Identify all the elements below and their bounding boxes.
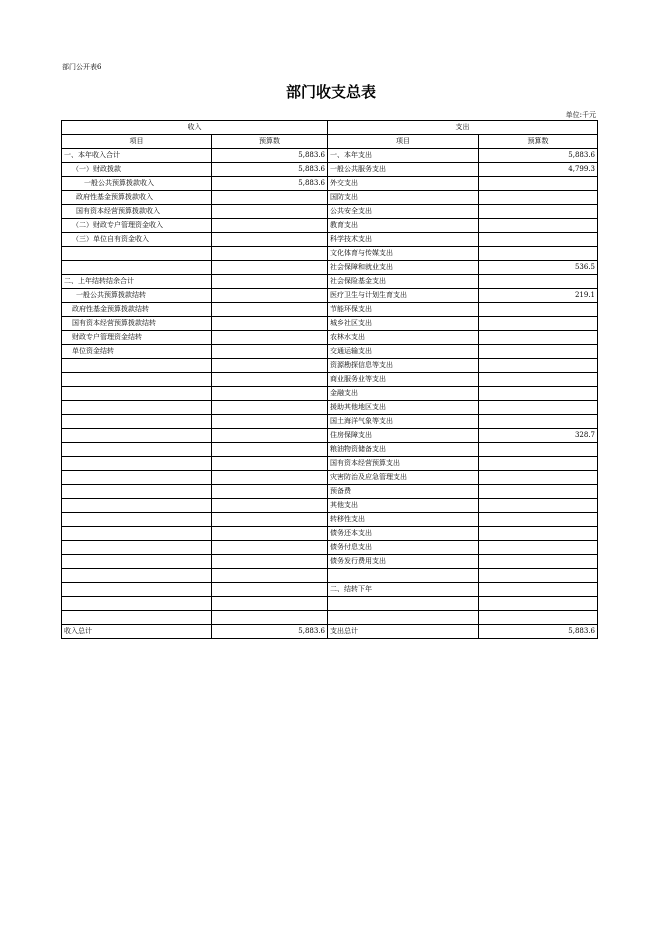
expense-budget-header: 预算数 [479, 135, 598, 149]
income-item-cell: 财政专户管理资金结转 [62, 331, 212, 345]
expense-item-cell: 援助其他地区支出 [328, 401, 479, 415]
income-item-header: 项目 [62, 135, 212, 149]
table-row [62, 191, 598, 205]
expense-value-cell [479, 191, 598, 205]
expense-item-cell [328, 611, 479, 625]
table-row [62, 163, 598, 177]
expense-item-cell: 节能环保支出 [328, 303, 479, 317]
table-row [62, 317, 598, 331]
income-item-cell [62, 611, 212, 625]
income-item-cell: 一、本年收入合计 [62, 149, 212, 163]
income-item-cell: （二）财政专户管理资金收入 [62, 219, 212, 233]
income-value-cell [212, 247, 328, 261]
expense-item-cell: 农林水支出 [328, 331, 479, 345]
expense-value-cell [479, 555, 598, 569]
expense-item-cell: 债务还本支出 [328, 527, 479, 541]
income-value-cell [212, 359, 328, 373]
expense-value-cell: 4,799.3 [479, 163, 598, 177]
table-row [62, 219, 598, 233]
table-row [62, 443, 598, 457]
expense-item-cell: 金融支出 [328, 387, 479, 401]
expense-item-cell: 医疗卫生与计划生育支出 [328, 289, 479, 303]
income-item-cell [62, 527, 212, 541]
expense-value-cell [479, 387, 598, 401]
header-row-sections [62, 121, 598, 135]
expense-total-label: 支出总计 [328, 625, 479, 639]
table-row [62, 429, 598, 443]
totals-row [62, 625, 598, 639]
table-row [62, 233, 598, 247]
income-value-cell [212, 191, 328, 205]
income-item-cell [62, 373, 212, 387]
table-row [62, 555, 598, 569]
expense-total-value: 5,883.6 [479, 625, 598, 639]
income-value-cell: 5,883.6 [212, 149, 328, 163]
expense-value-cell [479, 527, 598, 541]
table-row [62, 401, 598, 415]
expense-value-cell: 536.5 [479, 261, 598, 275]
table-row [62, 457, 598, 471]
expense-item-cell: 社会保险基金支出 [328, 275, 479, 289]
income-value-cell [212, 513, 328, 527]
income-value-cell [212, 569, 328, 583]
expense-value-cell [479, 415, 598, 429]
income-value-cell [212, 303, 328, 317]
expense-item-cell: 住房保障支出 [328, 429, 479, 443]
income-item-cell [62, 387, 212, 401]
table-row [62, 569, 598, 583]
expense-value-cell [479, 471, 598, 485]
table-row [62, 513, 598, 527]
income-total-value: 5,883.6 [212, 625, 328, 639]
unit-label: 单位:千元 [565, 111, 596, 119]
income-value-cell [212, 485, 328, 499]
table-row [62, 359, 598, 373]
doc-label: 部门公开表6 [62, 63, 102, 71]
expense-item-cell: 文化体育与传媒支出 [328, 247, 479, 261]
expense-value-cell: 219.1 [479, 289, 598, 303]
income-value-cell [212, 471, 328, 485]
expense-item-cell: 一般公共服务支出 [328, 163, 479, 177]
table-row [62, 261, 598, 275]
table-row [62, 541, 598, 555]
expense-value-cell: 328.7 [479, 429, 598, 443]
income-value-cell [212, 331, 328, 345]
income-value-cell [212, 541, 328, 555]
expense-value-cell [479, 205, 598, 219]
expense-item-cell: 国有资本经营预算支出 [328, 457, 479, 471]
income-value-cell [212, 583, 328, 597]
expense-item-cell: 二、结转下年 [328, 583, 479, 597]
income-value-cell [212, 429, 328, 443]
income-value-cell [212, 611, 328, 625]
expense-value-cell [479, 499, 598, 513]
expense-section-header: 支出 [328, 121, 598, 135]
table-row [62, 583, 598, 597]
expense-value-cell [479, 611, 598, 625]
expense-value-cell [479, 457, 598, 471]
expense-item-cell: 社会保障和就业支出 [328, 261, 479, 275]
expense-item-header: 项目 [328, 135, 479, 149]
income-item-cell [62, 261, 212, 275]
income-item-cell [62, 359, 212, 373]
expense-value-cell [479, 583, 598, 597]
income-value-cell [212, 443, 328, 457]
income-value-cell [212, 597, 328, 611]
income-item-cell [62, 541, 212, 555]
expense-value-cell: 5,883.6 [479, 149, 598, 163]
expense-item-cell: 科学技术支出 [328, 233, 479, 247]
income-value-cell [212, 205, 328, 219]
income-value-cell: 5,883.6 [212, 163, 328, 177]
expense-item-cell [328, 597, 479, 611]
expense-item-cell: 交通运输支出 [328, 345, 479, 359]
expense-item-cell: 教育支出 [328, 219, 479, 233]
expense-value-cell [479, 345, 598, 359]
income-item-cell: （一）财政拨款 [62, 163, 212, 177]
table-row [62, 485, 598, 499]
expense-value-cell [479, 541, 598, 555]
table-row [62, 177, 598, 191]
table-row [62, 597, 598, 611]
expense-item-cell: 公共安全支出 [328, 205, 479, 219]
income-item-cell: 政府性基金预算拨款收入 [62, 191, 212, 205]
expense-value-cell [479, 401, 598, 415]
expense-value-cell [479, 317, 598, 331]
income-item-cell [62, 471, 212, 485]
income-item-cell [62, 499, 212, 513]
page-title: 部门收支总表 [285, 83, 376, 101]
income-item-cell: 政府性基金预算拨款结转 [62, 303, 212, 317]
expense-value-cell [479, 275, 598, 289]
income-budget-header: 预算数 [212, 135, 328, 149]
income-item-cell [62, 443, 212, 457]
table-row [62, 373, 598, 387]
income-value-cell [212, 317, 328, 331]
expense-item-cell: 债务发行费用支出 [328, 555, 479, 569]
income-item-cell: 国有资本经营预算拨款结转 [62, 317, 212, 331]
expense-value-cell [479, 513, 598, 527]
header-row-columns [62, 135, 598, 149]
table-row [62, 611, 598, 625]
table-row [62, 387, 598, 401]
expense-item-cell: 预备费 [328, 485, 479, 499]
expense-value-cell [479, 219, 598, 233]
income-value-cell [212, 415, 328, 429]
income-item-cell [62, 485, 212, 499]
income-item-cell [62, 555, 212, 569]
income-value-cell [212, 345, 328, 359]
expense-item-cell: 国土海洋气象等支出 [328, 415, 479, 429]
income-item-cell: 国有资本经营预算拨款收入 [62, 205, 212, 219]
income-value-cell: 5,883.6 [212, 177, 328, 191]
income-item-cell: 单位资金结转 [62, 345, 212, 359]
income-value-cell [212, 387, 328, 401]
table-row [62, 345, 598, 359]
expense-item-cell: 资源勘探信息等支出 [328, 359, 479, 373]
expense-value-cell [479, 303, 598, 317]
income-item-cell [62, 415, 212, 429]
expense-item-cell: 债务付息支出 [328, 541, 479, 555]
expense-item-cell: 商业服务业等支出 [328, 373, 479, 387]
income-value-cell [212, 457, 328, 471]
expense-item-cell: 城乡社区支出 [328, 317, 479, 331]
budget-summary-table [61, 120, 598, 639]
expense-value-cell [479, 177, 598, 191]
income-item-cell: （三）单位自有资金收入 [62, 233, 212, 247]
income-item-cell: 二、上年结转结余合计 [62, 275, 212, 289]
income-value-cell [212, 219, 328, 233]
income-value-cell [212, 289, 328, 303]
expense-item-cell: 国防支出 [328, 191, 479, 205]
expense-item-cell: 外交支出 [328, 177, 479, 191]
expense-value-cell [479, 247, 598, 261]
expense-item-cell: 灾害防治及应急管理支出 [328, 471, 479, 485]
income-total-label: 收入总计 [62, 625, 212, 639]
expense-value-cell [479, 597, 598, 611]
income-item-cell [62, 247, 212, 261]
income-value-cell [212, 373, 328, 387]
income-value-cell [212, 233, 328, 247]
expense-item-cell [328, 569, 479, 583]
expense-item-cell: 其他支出 [328, 499, 479, 513]
table-row [62, 415, 598, 429]
income-item-cell [62, 401, 212, 415]
table-row [62, 527, 598, 541]
income-value-cell [212, 261, 328, 275]
expense-value-cell [479, 373, 598, 387]
expense-item-cell: 粮油物资储备支出 [328, 443, 479, 457]
expense-value-cell [479, 443, 598, 457]
income-item-cell [62, 583, 212, 597]
expense-value-cell [479, 331, 598, 345]
income-value-cell [212, 555, 328, 569]
table-row [62, 471, 598, 485]
income-item-cell: 一般公共预算拨款收入 [62, 177, 212, 191]
table-row [62, 247, 598, 261]
table-row [62, 275, 598, 289]
expense-item-cell: 一、本年支出 [328, 149, 479, 163]
table-row [62, 303, 598, 317]
income-item-cell: 一般公共预算拨款结转 [62, 289, 212, 303]
income-item-cell [62, 597, 212, 611]
table-row [62, 205, 598, 219]
income-item-cell [62, 513, 212, 527]
expense-value-cell [479, 485, 598, 499]
table-row [62, 499, 598, 513]
table-row [62, 331, 598, 345]
income-section-header: 收入 [62, 121, 328, 135]
expense-value-cell [479, 569, 598, 583]
table-row [62, 289, 598, 303]
income-value-cell [212, 275, 328, 289]
expense-value-cell [479, 233, 598, 247]
income-item-cell [62, 429, 212, 443]
expense-value-cell [479, 359, 598, 373]
income-value-cell [212, 401, 328, 415]
table-row [62, 149, 598, 163]
expense-item-cell: 转移性支出 [328, 513, 479, 527]
income-value-cell [212, 499, 328, 513]
income-value-cell [212, 527, 328, 541]
income-item-cell [62, 569, 212, 583]
income-item-cell [62, 457, 212, 471]
